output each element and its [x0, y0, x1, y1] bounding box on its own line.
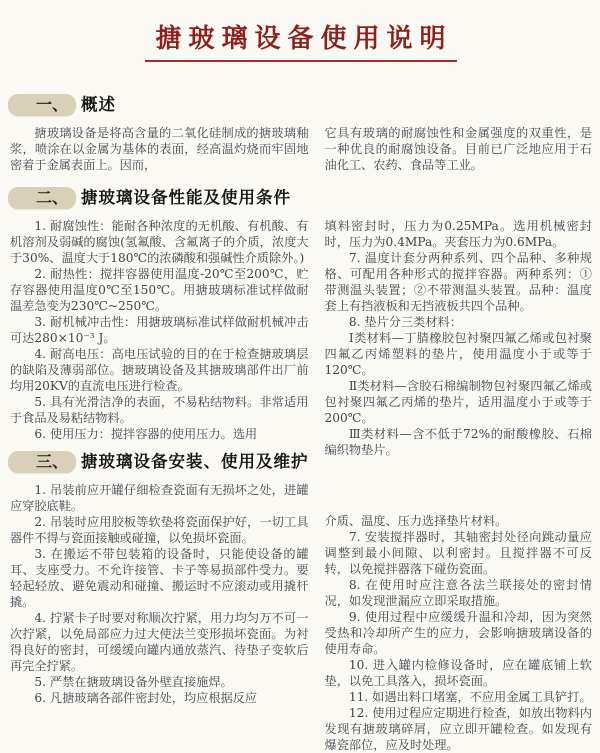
list-item: Ⅲ类材料—含不低于72%的耐酸橡胶、石棉编织物垫片。	[324, 427, 592, 457]
list-item: 6. 使用压力：搅拌容器的使用压力。选用	[34, 427, 258, 441]
section-heading-performance	[8, 187, 309, 209]
paragraph-continuation: 它具有玻璃的耐腐蚀性和金属强度的双重性，是一种优良的耐腐蚀设备。目前已广泛地应用于石油化工、农药、食品等工业。	[324, 126, 592, 172]
paragraph-continuation: 介质、温度、压力选择垫片材料。	[324, 514, 508, 528]
list-item: Ⅰ类材料—丁腈橡胶包衬聚四氟乙烯或包衬聚四氟乙丙烯塑料的垫片，使用温度小于或等于120℃。	[324, 331, 592, 377]
list-item: 10. 进入罐内检修设备时，应在罐底铺上软垫，以免工具落入，损坏瓷面。	[324, 658, 592, 688]
list-item: 7. 温度计套分两种系列、四个品种、多种规格、可配用各种形式的搅拌容器。两种系列：①带测温头装置；②不带测温头装置。品种：温度套上有挡液板和无挡液板共四个品种。	[324, 251, 592, 313]
list-item: 1. 耐腐蚀性：能耐各种浓度的无机酸、有机酸、有机溶剂及弱碱的腐蚀(氢氟酸、含氟离子的介质，浓度大于30%、温度大于180℃的浓磷酸和强碱性介质除外。)	[10, 219, 309, 265]
section-number-badge: 一、	[8, 94, 76, 116]
section-heading-installation	[8, 451, 309, 473]
list-item: 6. 凡搪玻璃各部件密封处，均应根据反应	[34, 691, 258, 705]
section-title: 搪玻璃设备安装、使用及维护	[81, 452, 309, 471]
section-title: 概述	[81, 95, 117, 114]
list-item: 3. 耐机械冲击性：用搪玻璃标准试样做耐机械冲击可达280×10⁻³ J。	[10, 315, 309, 345]
paragraph: 搪玻璃设备是将高含量的二氧化硅制成的搪玻璃釉浆，喷涂在以金属为基体的表面，经高温灼烧而牢固地密着于金属表面上。因而，	[10, 126, 309, 172]
list-item: 3. 在搬运不带包装箱的设备时，只能使设备的罐耳、支座受力。不允许接管、卡子等易损部件受力。要轻起轻放、避免震动和碰撞、搬运时不应滚动或用撬杆撬。	[10, 547, 309, 609]
paragraph-continuation: 填料密封时，压力为0.25MPa。选用机械密封时，压力为0.4MPa。夹套压力为0.6MPa。	[324, 219, 592, 249]
two-column-body	[10, 94, 592, 753]
section-number-badge: 二、	[8, 187, 76, 209]
left-column	[10, 94, 309, 753]
list-item: 4. 耐高电压：高电压试验的目的在于检查搪玻璃层的缺陷及薄弱部位。搪玻璃设备及其搪玻璃部件出厂前均用20KV的直流电压进行检查。	[10, 347, 309, 393]
list-item: 11. 如遇出料口堵塞，不应用金属工具铲打。	[348, 690, 592, 704]
section-number-badge: 三、	[8, 451, 76, 473]
list-item: 2. 吊装时应用胶板等软垫将瓷面保护好，一切工具器件不得与瓷面接触或碰撞，以免损坏瓷面。	[10, 515, 309, 545]
list-item: Ⅱ类材料—含胶石棉编制物包衬聚四氟乙烯或包衬聚四氟乙丙烯的垫片，适用温度小于或等于200℃。	[324, 379, 592, 425]
list-item: 5. 严禁在搪玻璃设备外壁直接施焊。	[34, 675, 233, 689]
list-item: 7. 安装搅拌器时，其轴密封处径向跳动量应调整到最小间隙、以利密封。且搅拌器不可反转，以免搅拌器落下碰伤瓷面。	[324, 530, 592, 576]
list-item: 9. 使用过程中应缓缓升温和冷却，因为突然受热和冷却所产生的应力，会影响搪玻璃设备的使用寿命。	[324, 610, 592, 656]
list-item: 8. 在使用时应注意各法兰联接处的密封情况，如发现泄漏应立即采取措施。	[324, 578, 592, 608]
page-title: 搪玻璃设备使用说明	[145, 18, 456, 62]
right-column	[325, 94, 592, 753]
list-item: 8. 垫片分三类材料：	[348, 315, 462, 329]
section-heading-overview	[8, 94, 309, 116]
list-item: 4. 拧紧卡子时要对称顺次拧紧，用力均匀万不可一次拧紧，以免局部应力过大使法兰变形损坏瓷面。为衬得良好的密封，可缓缓向罐内通放蒸汽、待垫子变软后再完全拧紧。	[10, 611, 309, 673]
list-item: 1. 吊装前应开罐仔细检查瓷面有无损坏之处，进罐应穿胶底鞋。	[10, 483, 309, 513]
list-item: 5. 具有光滑洁净的表面，不易粘结物料。非常适用于食品及易粘结物料。	[10, 395, 309, 425]
title-area	[10, 18, 592, 62]
list-item: 2. 耐热性：搅拌容器使用温度-20℃至200℃，贮存容器使用温度0℃至150℃。用搪玻璃标准试样做耐温差急变为230℃~250℃。	[10, 267, 309, 313]
spacer	[325, 458, 592, 513]
list-item: 12. 使用过程应定期进行检查，如放出物料内发现有搪玻璃碎屑，应立即开罐检查。如发现有爆瓷部位，应及时处理。	[324, 706, 592, 752]
section-title: 搪玻璃设备性能及使用条件	[81, 188, 292, 207]
spacer	[325, 94, 592, 125]
spacer	[325, 173, 592, 218]
